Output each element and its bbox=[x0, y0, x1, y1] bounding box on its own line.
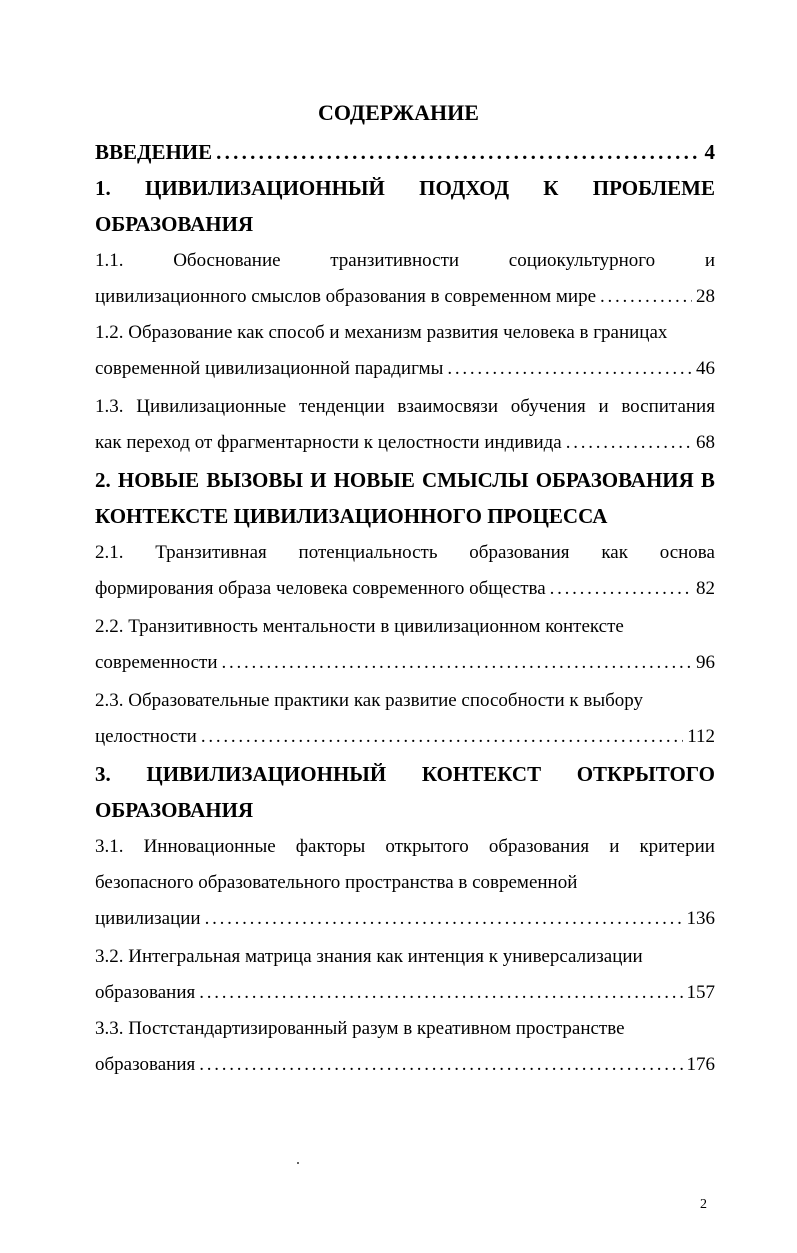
heading-word: НОВЫЕ bbox=[333, 468, 415, 492]
entry-page: 96 bbox=[696, 652, 715, 673]
page-number: 2 bbox=[700, 1197, 707, 1212]
entry-label: 3.2. Интегральная матрица знания как интенция к универсализации bbox=[95, 946, 643, 967]
entry-page: 4 bbox=[704, 140, 715, 164]
leader-dots bbox=[205, 908, 683, 930]
entry-word: транзитивности bbox=[330, 250, 460, 271]
heading-word: ЦИВИЛИЗАЦИОННЫЙ bbox=[145, 176, 385, 200]
toc-title: СОДЕРЖАНИЕ bbox=[318, 100, 479, 125]
entry-word: обучения bbox=[510, 396, 586, 417]
entry-page: 68 bbox=[696, 432, 715, 453]
entry-word: образования bbox=[469, 542, 570, 563]
toc-entry-2-1-end bbox=[95, 578, 715, 608]
entry-label: формирования образа человека современного общества bbox=[95, 578, 546, 599]
entry-word: 1.3. bbox=[95, 396, 124, 417]
entry-word: Транзитивная bbox=[155, 542, 267, 563]
toc-entry-1-3 bbox=[95, 396, 715, 426]
leader-dots bbox=[550, 578, 692, 600]
heading-word: В bbox=[700, 468, 715, 492]
entry-page: 136 bbox=[686, 908, 715, 929]
entry-word: как bbox=[601, 542, 628, 563]
entry-word: потенциальность bbox=[298, 542, 438, 563]
toc-entry-3-1-line2 bbox=[95, 872, 715, 902]
entry-page: 176 bbox=[686, 1054, 715, 1075]
heading-text: ОБРАЗОВАНИЯ bbox=[95, 212, 254, 236]
entry-word: Инновационные bbox=[143, 836, 276, 857]
toc-entry-2-1 bbox=[95, 542, 715, 572]
entry-label: 2.3. Образовательные практики как развитие способности к выбору bbox=[95, 690, 644, 711]
heading-word: ПРОБЛЕМЕ bbox=[592, 176, 715, 200]
toc-entry-3-3-end bbox=[95, 1054, 715, 1084]
entry-label: образования bbox=[95, 1054, 196, 1075]
toc-entry-3-1-end bbox=[95, 908, 715, 938]
heading-word: ОТКРЫТОГО bbox=[576, 762, 715, 786]
entry-page: 157 bbox=[686, 982, 715, 1003]
leader-dots bbox=[199, 982, 682, 1004]
entry-word: и bbox=[609, 836, 620, 857]
entry-label: как переход от фрагментарности к целостности индивида bbox=[95, 432, 562, 453]
heading-word: ПОДХОД bbox=[419, 176, 510, 200]
entry-word: основа bbox=[659, 542, 715, 563]
toc-entry-3-1 bbox=[95, 836, 715, 866]
toc-entry-1-2 bbox=[95, 322, 715, 352]
heading-word: 1. bbox=[95, 176, 111, 200]
entry-page: 112 bbox=[687, 726, 715, 747]
entry-label: цивилизационного смыслов образования в современном мире bbox=[95, 286, 597, 307]
toc-entry-3-2 bbox=[95, 946, 715, 976]
heading-word: 3. bbox=[95, 762, 111, 786]
entry-word: открытого bbox=[385, 836, 469, 857]
heading-word: 2. bbox=[95, 468, 111, 492]
toc-entry-2-2-end bbox=[95, 652, 715, 682]
chapter-1-heading bbox=[95, 176, 715, 206]
entry-word: воспитания bbox=[621, 396, 715, 417]
entry-label: цивилизации bbox=[95, 908, 201, 929]
chapter-3-heading-cont bbox=[95, 798, 715, 828]
heading-word: СМЫСЛЫ bbox=[422, 468, 529, 492]
entry-label: целостности bbox=[95, 726, 197, 747]
chapter-2-heading bbox=[95, 468, 715, 498]
heading-word: И bbox=[310, 468, 327, 492]
heading-word: К bbox=[543, 176, 559, 200]
entry-word: тенденции bbox=[298, 396, 385, 417]
entry-label: современности bbox=[95, 652, 218, 673]
entry-page: 28 bbox=[696, 286, 715, 307]
entry-word: Обоснование bbox=[173, 250, 281, 271]
chapter-3-heading bbox=[95, 762, 715, 792]
entry-page: 46 bbox=[696, 358, 715, 379]
entry-label: безопасного образовательного пространства в современной bbox=[95, 872, 578, 893]
toc-entry-3-2-end bbox=[95, 982, 715, 1012]
entry-word: 3.1. bbox=[95, 836, 124, 857]
leader-dots bbox=[216, 140, 700, 165]
leader-dots bbox=[222, 652, 692, 674]
entry-label: образования bbox=[95, 982, 196, 1003]
entry-word: 2.1. bbox=[95, 542, 124, 563]
leader-dots bbox=[447, 358, 692, 380]
toc-entry-2-3-end bbox=[95, 726, 715, 756]
chapter-1-heading-cont bbox=[95, 212, 715, 242]
entry-page: 82 bbox=[696, 578, 715, 599]
heading-text: ОБРАЗОВАНИЯ bbox=[95, 798, 254, 822]
heading-word: НОВЫЕ bbox=[117, 468, 200, 492]
toc-entry-1-2-end bbox=[95, 358, 715, 388]
entry-label: современной цивилизационной парадигмы bbox=[95, 358, 444, 379]
entry-word: Цивилизационные bbox=[136, 396, 287, 417]
entry-word: 1.1. bbox=[95, 250, 124, 271]
heading-text: КОНТЕКСТЕ ЦИВИЛИЗАЦИОННОГО ПРОЦЕССА bbox=[95, 504, 608, 528]
entry-label: ВВЕДЕНИЕ bbox=[95, 140, 213, 164]
scan-speck bbox=[297, 1162, 299, 1164]
toc-entry-1-1-end bbox=[95, 286, 715, 316]
toc-entry-3-3 bbox=[95, 1018, 715, 1048]
entry-label: 1.2. Образование как способ и механизм развития человека в границах bbox=[95, 322, 668, 343]
toc-entry-1-1 bbox=[95, 250, 715, 280]
entry-word: факторы bbox=[295, 836, 366, 857]
leader-dots bbox=[566, 432, 692, 454]
leader-dots bbox=[600, 286, 692, 308]
entry-word: образования bbox=[488, 836, 590, 857]
heading-word: ОБРАЗОВАНИЯ bbox=[535, 468, 694, 492]
leader-dots bbox=[199, 1054, 682, 1076]
heading-word: ВЫЗОВЫ bbox=[206, 468, 303, 492]
chapter-2-heading-cont bbox=[95, 504, 715, 534]
heading-word: ЦИВИЛИЗАЦИОННЫЙ bbox=[146, 762, 387, 786]
toc-entry-2-3 bbox=[95, 690, 715, 720]
entry-word: взаимосвязи bbox=[397, 396, 498, 417]
toc-entry-introduction bbox=[95, 140, 715, 170]
entry-label: 2.2. Транзитивность ментальности в цивилизационном контексте bbox=[95, 616, 624, 637]
heading-word: КОНТЕКСТ bbox=[421, 762, 542, 786]
entry-word: и bbox=[598, 396, 609, 417]
leader-dots bbox=[201, 726, 683, 748]
entry-word: критерии bbox=[639, 836, 715, 857]
toc-entry-2-2 bbox=[95, 616, 715, 646]
entry-label: 3.3. Постстандартизированный разум в креативном пространстве bbox=[95, 1018, 625, 1039]
entry-word: и bbox=[704, 250, 715, 271]
entry-word: социокультурного bbox=[508, 250, 656, 271]
toc-entry-1-3-end bbox=[95, 432, 715, 462]
